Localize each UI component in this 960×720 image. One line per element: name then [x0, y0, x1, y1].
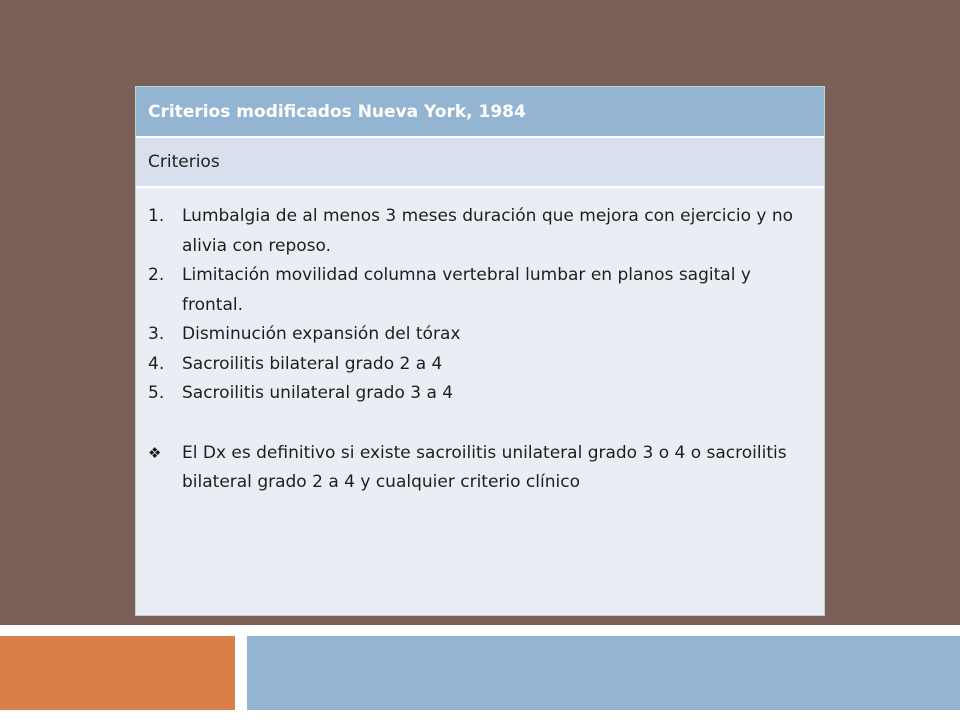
table-subheader	[136, 138, 824, 188]
table-title: Criterios modificados Nueva York, 1984	[148, 101, 526, 122]
note-text: El Dx es definitivo si existe sacroilitis unilateral grado 3 o 4 o sacroilitis bilateral grado 2 a 4 y cualquier criterio clínico	[182, 442, 787, 492]
table-body	[136, 188, 824, 498]
criterion-number: 3.	[148, 324, 165, 344]
criterion-item	[148, 320, 812, 350]
criterion-text: Sacroilitis unilateral grado 3 a 4	[182, 383, 454, 403]
criterion-text: Limitación movilidad columna vertebral lumbar en planos sagital y frontal.	[182, 265, 751, 315]
criteria-list	[148, 202, 812, 409]
table-header	[136, 87, 824, 138]
blue-footer-block	[247, 636, 960, 710]
criterion-item	[148, 350, 812, 380]
criterion-number: 5.	[148, 383, 165, 403]
criterion-number: 4.	[148, 353, 165, 374]
criterion-text: Disminución expansión del tórax	[182, 324, 461, 344]
criterion-item	[148, 202, 812, 261]
criterion-text: Lumbalgia de al menos 3 meses duración que mejora con ejercicio y no alivia con reposo.	[182, 206, 794, 256]
diamond-bullet-icon: ❖	[148, 443, 162, 462]
criterion-item	[148, 261, 812, 320]
diagnosis-note	[148, 439, 812, 498]
table-subtitle: Criterios	[148, 152, 220, 172]
criterion-number: 2.	[148, 265, 165, 285]
orange-footer-block	[0, 636, 235, 710]
criterion-number: 1.	[148, 206, 165, 226]
criterion-text: Sacroilitis bilateral grado 2 a 4	[182, 353, 443, 374]
criteria-table	[135, 86, 825, 616]
criterion-item	[148, 379, 812, 409]
